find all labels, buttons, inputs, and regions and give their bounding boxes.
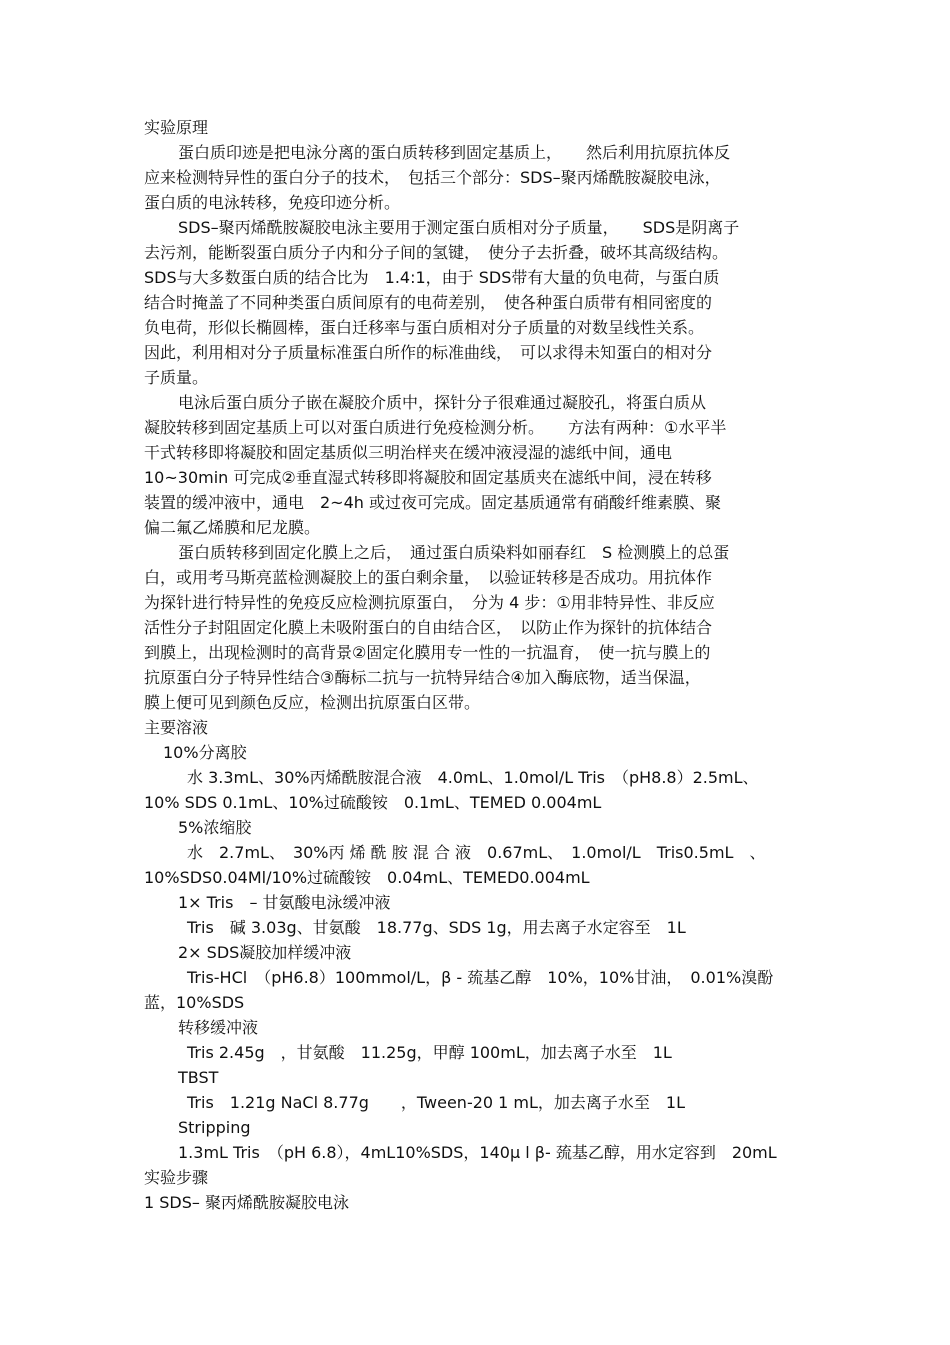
text-line: 活性分子封阻固定化膜上未吸附蛋白的自由结合区， 以防止作为探针的抗体结合: [144, 618, 713, 637]
text-line: 水 2.7mL、 30%丙 烯 酰 胺 混 合 液 0.67mL、 1.0mol/L Tris0.5mL 、: [187, 843, 766, 862]
text-line: 子质量。: [144, 368, 209, 387]
text-line: 10%SDS0.04Ml/10%过硫酸铵 0.04mL、TEMED0.004mL: [144, 868, 590, 887]
text-line: Tris 1.21g NaCl 8.77g ，Tween-20 1 mL，加去离子水至 1L: [187, 1093, 686, 1112]
text-line: 到膜上，出现检测时的高背景②固定化膜用专一性的一抗温育， 使一抗与膜上的: [144, 643, 711, 662]
text-line: 因此，利用相对分子质量标准蛋白所作的标准曲线， 可以求得未知蛋白的相对分: [144, 343, 713, 362]
text-line: 膜上便可见到颜色反应，检测出抗原蛋白区带。: [144, 693, 481, 712]
text-line: 凝胶转移到固定基质上可以对蛋白质进行免疫检测分析。 方法有两种：①水平半: [144, 418, 727, 437]
text-line: 1.3mL Tris （pH 6.8），4mL10%SDS，140μ l β- 巯基乙醇，用水定容到 20mL: [178, 1143, 777, 1162]
heading-solutions: 主要溶液: [144, 718, 209, 737]
solution-title: 转移缓冲液: [178, 1018, 259, 1037]
text-line: 干式转移即将凝胶和固定基质似三明治样夹在缓冲液浸湿的滤纸中间，通电: [144, 443, 673, 462]
text-line: 蛋白质印迹是把电泳分离的蛋白质转移到固定基质上， 然后利用抗原抗体反: [178, 143, 731, 162]
solution-title: TBST: [178, 1068, 219, 1087]
heading-steps: 实验步骤: [144, 1168, 209, 1187]
solution-title: 2× SDS凝胶加样缓冲液: [178, 943, 352, 962]
solution-title: Stripping: [178, 1118, 251, 1137]
text-line: 10~30min 可完成②垂直湿式转移即将凝胶和固定基质夹在滤纸中间，浸在转移: [144, 468, 712, 487]
text-line: SDS–聚丙烯酰胺凝胶电泳主要用于测定蛋白质相对分子质量， SDS是阴离子: [178, 218, 740, 237]
solution-title: 10%分离胶: [163, 743, 247, 762]
text-line: SDS与大多数蛋白质的结合比为 1.4:1，由于 SDS带有大量的负电荷，与蛋白质: [144, 268, 720, 287]
text-line: Tris-HCl （pH6.8）100mmol/L，β - 巯基乙醇 10%，10%甘油， 0.01%溴酚: [187, 968, 774, 987]
solution-title: 5%浓缩胶: [178, 818, 252, 837]
text-line: 蛋白质的电泳转移，免疫印迹分析。: [144, 193, 401, 212]
text-line: 白，或用考马斯亮蓝检测凝胶上的蛋白剩余量， 以验证转移是否成功。用抗体作: [144, 568, 713, 587]
text-line: 为探针进行特异性的免疫反应检测抗原蛋白， 分为 4 步：①用非特异性、非反应: [144, 593, 715, 612]
text-line: 负电荷，形似长椭圆棒，蛋白迁移率与蛋白质相对分子质量的对数呈线性关系。: [144, 318, 705, 337]
text-line: 应来检测特异性的蛋白分子的技术， 包括三个部分：SDS–聚丙烯酰胺凝胶电泳，: [144, 168, 721, 187]
text-line: 蓝，10%SDS: [144, 993, 245, 1012]
text-line: 水 3.3mL、30%丙烯酰胺混合液 4.0mL、1.0mol/L Tris （pH8.8）2.5mL、: [187, 768, 759, 787]
step-title: 1 SDS– 聚丙烯酰胺凝胶电泳: [144, 1193, 349, 1212]
text-line: 10% SDS 0.1mL、10%过硫酸铵 0.1mL、TEMED 0.004mL: [144, 793, 602, 812]
text-line: 结合时掩盖了不同种类蛋白质间原有的电荷差别， 使各种蛋白质带有相同密度的: [144, 293, 713, 312]
text-line: 抗原蛋白分子特异性结合③酶标二抗与一抗特异结合④加入酶底物，适当保温，: [144, 668, 701, 687]
text-line: 电泳后蛋白质分子嵌在凝胶介质中，探针分子很难通过凝胶孔，将蛋白质从: [178, 393, 707, 412]
heading-principle: 实验原理: [144, 118, 209, 137]
text-line: 蛋白质转移到固定化膜上之后， 通过蛋白质染料如丽春红 S 检测膜上的总蛋: [178, 543, 730, 562]
text-line: Tris 2.45g ，甘氨酸 11.25g，甲醇 100mL，加去离子水至 1L: [187, 1043, 672, 1062]
text-line: 偏二氟乙烯膜和尼龙膜。: [144, 518, 321, 537]
text-line: 去污剂，能断裂蛋白质分子内和分子间的氢键， 使分子去折叠，破坏其高级结构。: [144, 243, 729, 262]
text-line: 装置的缓冲液中，通电 2~4h 或过夜可完成。固定基质通常有硝酸纤维素膜、聚: [144, 493, 721, 512]
text-line: Tris 碱 3.03g、甘氨酸 18.77g、SDS 1g，用去离子水定容至 1L: [187, 918, 686, 937]
solution-title: 1× Tris – 甘氨酸电泳缓冲液: [178, 893, 391, 912]
